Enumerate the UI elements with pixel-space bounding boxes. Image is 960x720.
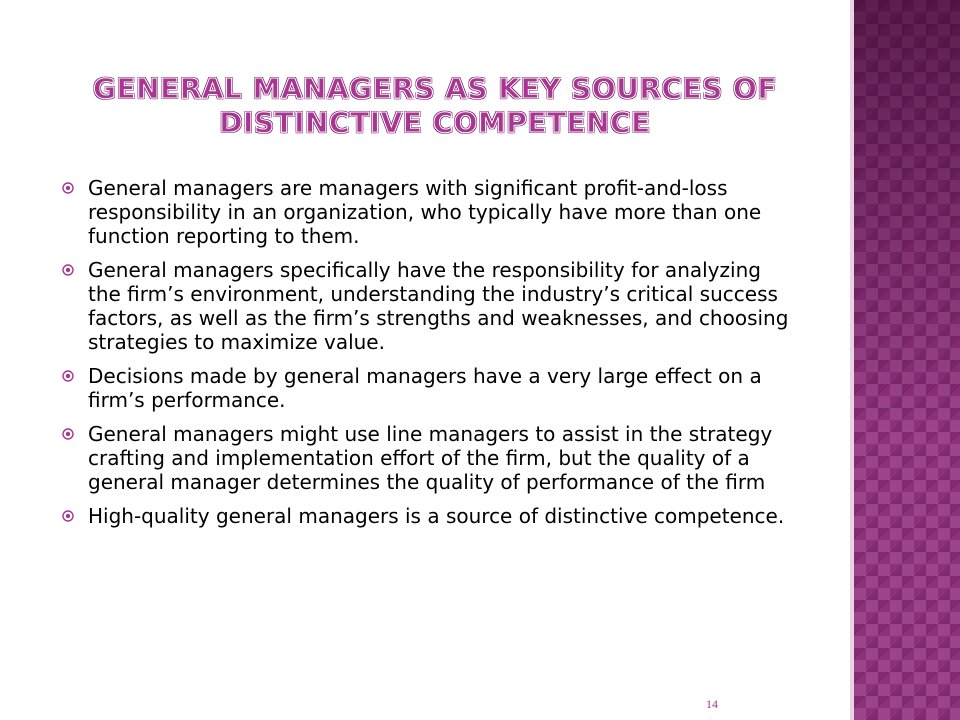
bullet-text: General managers might use line managers to assist in the strategy crafting and implementation effort of the firm, but the quality of a general manager determines the quality of performance of the firm — [88, 422, 773, 494]
bullet-text: Decisions made by general managers have a very large effect on a firm’s performance. — [88, 364, 762, 412]
circled-dot-icon — [62, 370, 74, 382]
decorative-side-panel — [854, 0, 960, 720]
circled-dot-icon — [62, 182, 74, 194]
bullet-text: General managers specifically have the responsibility for analyzing the firm’s environment, understanding the industry’s critical success factors, as well as the firm’s strengths and weaknesses, and choosing strategies to maximize value. — [88, 258, 789, 354]
bullet-list — [60, 176, 800, 538]
circled-dot-icon — [62, 428, 74, 440]
bullet-item — [60, 422, 800, 494]
bullet-item — [60, 176, 800, 248]
page-number: 14 — [706, 697, 718, 711]
bullet-item — [60, 504, 800, 528]
bullet-text: High-quality general managers is a source of distinctive competence. — [88, 504, 785, 528]
bullet-item — [60, 364, 800, 412]
circled-dot-icon — [62, 264, 74, 276]
bullet-item — [60, 258, 800, 354]
bullet-text: General managers are managers with significant profit-and-loss responsibility in an organization, who typically have more than one function reporting to them. — [88, 176, 762, 248]
circled-dot-icon — [62, 510, 74, 522]
slide-title: GENERAL MANAGERS AS KEY SOURCES OF DISTINCTIVE COMPETENCE — [93, 72, 777, 139]
